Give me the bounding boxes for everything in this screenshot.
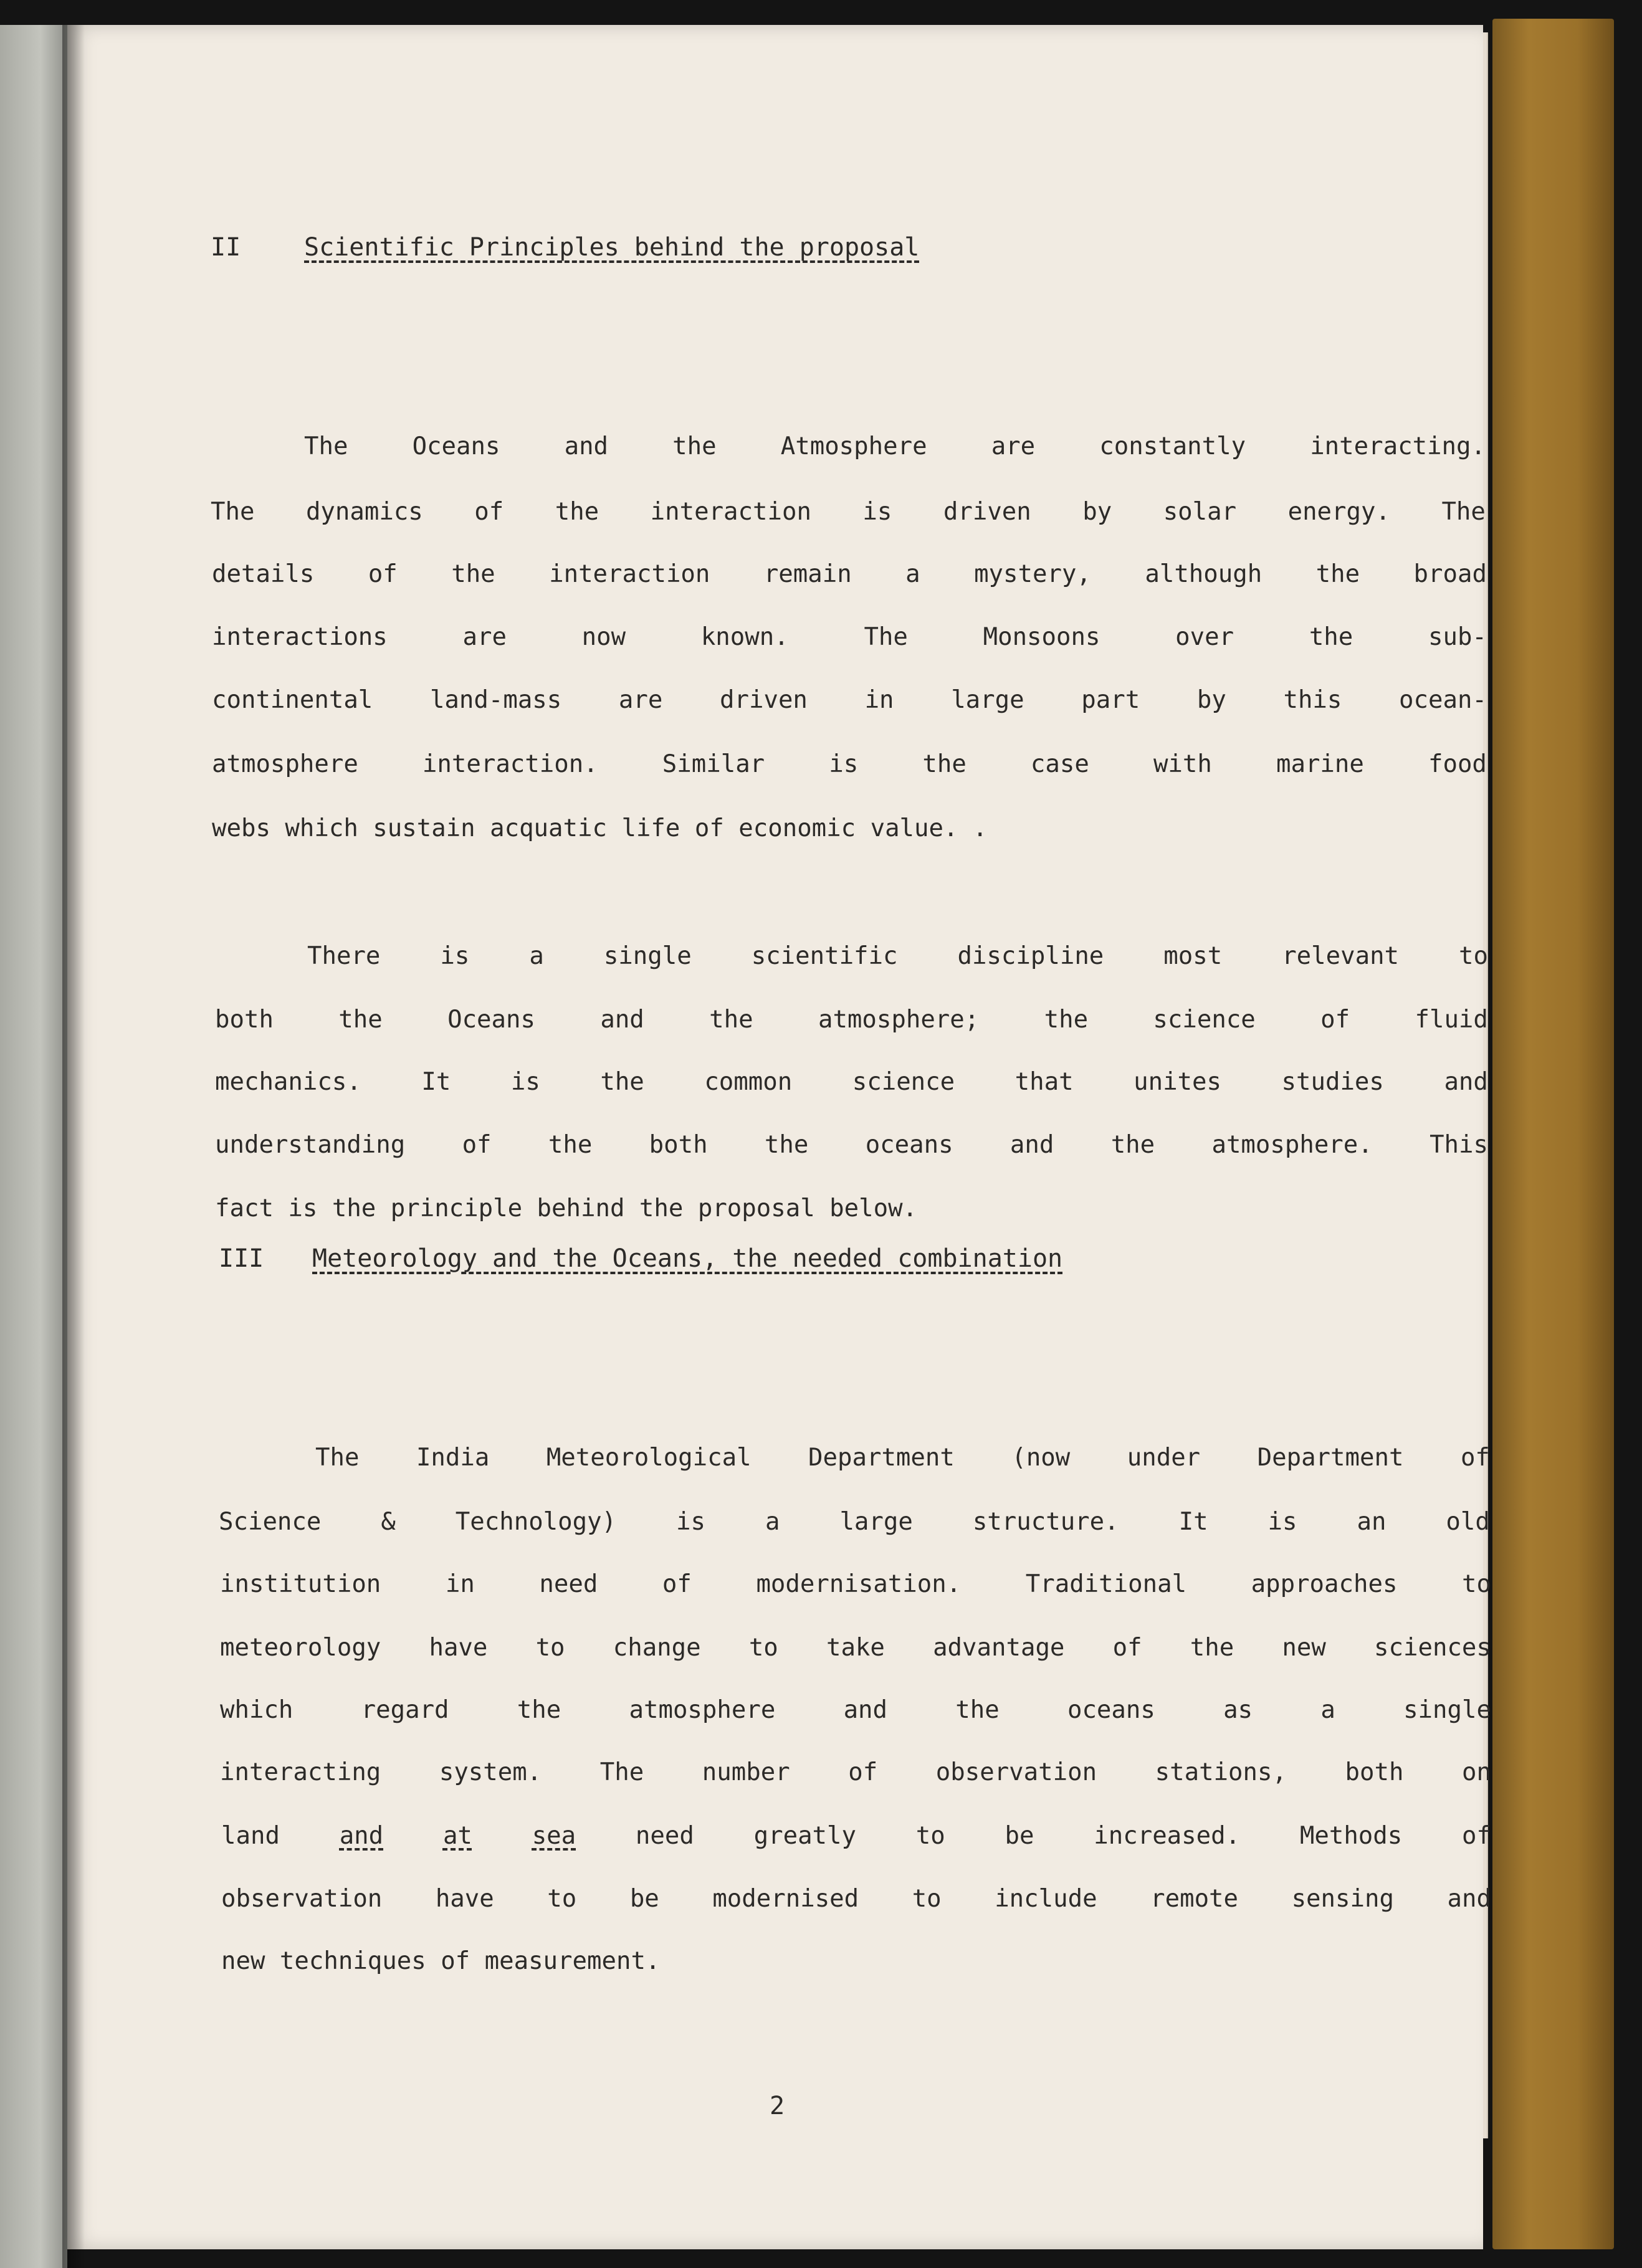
word: Science <box>219 1508 322 1536</box>
word: increased. <box>1094 1822 1241 1850</box>
paragraph-line <box>67 481 1487 588</box>
word: The <box>599 1758 644 1786</box>
paragraph-line <box>67 353 1486 460</box>
word: known. <box>700 623 789 651</box>
word: oceans <box>865 1131 953 1159</box>
word: understanding <box>215 1131 406 1159</box>
word: modernisation. <box>756 1570 962 1598</box>
paragraph-line <box>67 544 1487 651</box>
word: The <box>211 498 255 526</box>
word: the <box>1309 623 1353 651</box>
word: The <box>315 1444 360 1472</box>
word: the <box>451 560 495 588</box>
word: the <box>922 750 967 778</box>
word: by <box>1196 686 1226 714</box>
paragraph-line <box>67 1617 1491 1724</box>
word: take <box>826 1634 885 1662</box>
word: common <box>704 1068 793 1096</box>
binder-cover <box>1492 19 1614 2249</box>
word: a <box>905 560 920 588</box>
word: Oceans <box>447 1006 535 1034</box>
word: and <box>339 1822 384 1850</box>
facing-page-edge <box>0 25 67 2268</box>
word: the <box>548 1131 593 1159</box>
word: is <box>440 942 470 970</box>
word: interacting. <box>1310 432 1486 460</box>
word: mystery, <box>974 560 1091 588</box>
word: to <box>1462 1570 1491 1598</box>
word: system. <box>439 1758 542 1786</box>
word: of <box>368 560 398 588</box>
spine-shadow <box>62 25 85 2268</box>
word: & <box>381 1508 396 1536</box>
word: sea <box>532 1822 576 1850</box>
word: advantage <box>933 1634 1065 1662</box>
word: and <box>1010 1131 1054 1159</box>
word: and <box>1444 1068 1488 1096</box>
word: interacting <box>220 1758 381 1786</box>
word: The <box>304 432 348 460</box>
word: to <box>535 1634 565 1662</box>
word: remote <box>1150 1885 1239 1913</box>
paragraph-line <box>67 863 1488 970</box>
word: to <box>1459 942 1488 970</box>
word: Methods <box>1299 1822 1403 1850</box>
word: greatly <box>753 1822 856 1850</box>
word: on <box>1462 1758 1491 1786</box>
word: unites <box>1134 1068 1221 1096</box>
word: and <box>600 1006 644 1034</box>
paragraph-line <box>67 989 1488 1096</box>
word: are <box>618 686 663 714</box>
word: fluid <box>1415 1006 1488 1034</box>
word: and <box>843 1696 888 1724</box>
word: The <box>1441 498 1486 526</box>
word: the <box>1110 1131 1155 1159</box>
page-number: 2 <box>770 2092 785 2120</box>
word: of <box>662 1570 692 1598</box>
word: large <box>951 686 1024 714</box>
word: land-mass <box>429 686 562 714</box>
word: structure. <box>972 1508 1119 1536</box>
word: in <box>864 686 894 714</box>
word: is <box>829 750 859 778</box>
word: are <box>991 432 1036 460</box>
word: It <box>421 1068 451 1096</box>
word: scientific <box>751 942 898 970</box>
word: (now <box>1011 1444 1071 1472</box>
word: interactions <box>212 623 388 651</box>
word: large <box>839 1508 913 1536</box>
section-heading-iii <box>67 1240 1483 1277</box>
word: include <box>995 1885 1097 1913</box>
word: sciences <box>1374 1634 1491 1662</box>
line-text: webs which sustain acquatic life of economic value. . <box>212 814 988 842</box>
word: that <box>1014 1068 1074 1096</box>
word: interaction. <box>422 750 598 778</box>
word: be <box>1005 1822 1034 1850</box>
word: of <box>1462 1822 1491 1850</box>
word: marine <box>1276 750 1364 778</box>
word: the <box>764 1131 809 1159</box>
line-text: new techniques of measurement. <box>221 1947 661 1975</box>
word: It <box>1178 1508 1208 1536</box>
word: new <box>1282 1634 1326 1662</box>
word: both <box>1345 1758 1404 1786</box>
word: have <box>435 1885 494 1913</box>
word: Department <box>1257 1444 1404 1472</box>
word: a <box>765 1508 780 1536</box>
word: discipline <box>957 942 1104 970</box>
word: continental <box>212 686 373 714</box>
word: in <box>445 1570 475 1598</box>
word: of <box>848 1758 878 1786</box>
paragraph-line <box>67 735 1483 842</box>
word: is <box>510 1068 540 1096</box>
word: need <box>635 1822 694 1850</box>
paragraph-line <box>67 1555 1491 1662</box>
word: regard <box>361 1696 449 1724</box>
word: Similar <box>662 750 765 778</box>
paragraph-line <box>67 1679 1491 1786</box>
word: of <box>474 498 504 526</box>
word: part <box>1081 686 1140 714</box>
word: Traditional <box>1025 1570 1187 1598</box>
word: a <box>529 942 544 970</box>
word: is <box>862 498 892 526</box>
section-number: II <box>211 233 241 262</box>
word: number <box>702 1758 790 1786</box>
word: interaction <box>650 498 811 526</box>
word: to <box>748 1634 778 1662</box>
page-text <box>67 25 1491 2249</box>
word: atmosphere <box>629 1696 776 1724</box>
word: land <box>221 1822 280 1850</box>
line-text: fact is the principle behind the proposal below. <box>215 1194 918 1222</box>
word: the <box>672 432 717 460</box>
word: mechanics. <box>215 1068 361 1096</box>
word: is <box>676 1508 706 1536</box>
word: sub- <box>1428 623 1487 651</box>
word: the <box>1190 1634 1234 1662</box>
word: relevant <box>1282 942 1400 970</box>
paragraph-line <box>67 1491 1491 1598</box>
word: Monsoons <box>983 623 1100 651</box>
word: of <box>1460 1444 1490 1472</box>
word: science <box>852 1068 955 1096</box>
word: the <box>517 1696 561 1724</box>
word: the <box>600 1068 644 1096</box>
paragraph-line <box>67 671 1487 778</box>
word: and <box>564 432 609 460</box>
word: most <box>1163 942 1223 970</box>
word: institution <box>220 1570 381 1598</box>
word: a <box>1320 1696 1335 1724</box>
word: are <box>462 623 507 651</box>
word: of <box>462 1131 492 1159</box>
word: India <box>416 1444 490 1472</box>
section-title: Scientific Principles behind the proposal <box>304 233 920 262</box>
word: at <box>442 1822 472 1850</box>
word: change <box>613 1634 701 1662</box>
word: Oceans <box>412 432 500 460</box>
paragraph-line <box>67 927 1488 1034</box>
word: an <box>1357 1508 1387 1536</box>
word: over <box>1175 623 1234 651</box>
section-title: Meteorology and the Oceans, the needed combination <box>312 1244 1063 1273</box>
word: Meteorological <box>546 1444 752 1472</box>
word: driven <box>720 686 808 714</box>
word: interaction <box>549 560 710 588</box>
paragraph-line <box>67 607 1487 714</box>
paragraph-line <box>67 1429 1490 1536</box>
word: meteorology <box>220 1634 381 1662</box>
word: and <box>1447 1885 1491 1913</box>
word: to <box>912 1885 942 1913</box>
word: be <box>629 1885 659 1913</box>
word: single <box>603 942 692 970</box>
paragraph-line <box>67 1868 1483 1975</box>
word: Atmosphere <box>780 432 927 460</box>
document-page <box>67 25 1491 2249</box>
word: The <box>864 623 908 651</box>
word: details <box>212 560 315 588</box>
word: This <box>1430 1131 1488 1159</box>
word: dynamics <box>305 498 423 526</box>
word: modernised <box>712 1885 859 1913</box>
word: the <box>955 1696 1000 1724</box>
word: the <box>555 498 599 526</box>
word: energy. <box>1287 498 1390 526</box>
word: by <box>1082 498 1112 526</box>
word: solar <box>1163 498 1237 526</box>
word: which <box>220 1696 294 1724</box>
word: remain <box>763 560 852 588</box>
word: approaches <box>1251 1570 1398 1598</box>
word: although <box>1145 560 1263 588</box>
word: constantly <box>1099 432 1246 460</box>
paragraph-line <box>67 1806 1491 1913</box>
word: to <box>547 1885 577 1913</box>
word: with <box>1153 750 1212 778</box>
word: as <box>1223 1696 1253 1724</box>
paragraph-line <box>67 1115 1483 1222</box>
word: the <box>709 1006 753 1034</box>
word: this <box>1283 686 1342 714</box>
word: There <box>307 942 381 970</box>
word: broad <box>1413 560 1487 588</box>
word: food <box>1428 750 1487 778</box>
word: the <box>1044 1006 1089 1034</box>
word: oceans <box>1067 1696 1155 1724</box>
section-number: III <box>219 1244 264 1273</box>
word: now <box>581 623 626 651</box>
paragraph-line <box>67 1365 1490 1472</box>
word: to <box>915 1822 945 1850</box>
word: both <box>649 1131 708 1159</box>
paragraph-line <box>67 1052 1488 1159</box>
word: driven <box>943 498 1031 526</box>
word: the <box>1315 560 1360 588</box>
word: need <box>539 1570 598 1598</box>
word: single <box>1403 1696 1491 1724</box>
word: atmosphere <box>212 750 358 778</box>
paragraph-line <box>67 1743 1491 1850</box>
word: both <box>215 1006 274 1034</box>
word: ocean- <box>1399 686 1487 714</box>
word: have <box>429 1634 488 1662</box>
word: atmosphere; <box>818 1006 980 1034</box>
word: the <box>338 1006 383 1034</box>
word: science <box>1153 1006 1256 1034</box>
word: old <box>1446 1508 1490 1536</box>
paragraph-line <box>67 419 1486 526</box>
word: Technology) <box>455 1508 617 1536</box>
word: Department <box>808 1444 955 1472</box>
word: observation <box>221 1885 383 1913</box>
word: atmosphere. <box>1211 1131 1373 1159</box>
word: stations, <box>1155 1758 1287 1786</box>
word: is <box>1267 1508 1297 1536</box>
word: studies <box>1281 1068 1384 1096</box>
word: of <box>1112 1634 1142 1662</box>
word: under <box>1127 1444 1201 1472</box>
word: case <box>1030 750 1089 778</box>
section-heading-ii <box>67 229 1483 266</box>
word: of <box>1320 1006 1350 1034</box>
word: observation <box>935 1758 1097 1786</box>
word: sensing <box>1291 1885 1394 1913</box>
